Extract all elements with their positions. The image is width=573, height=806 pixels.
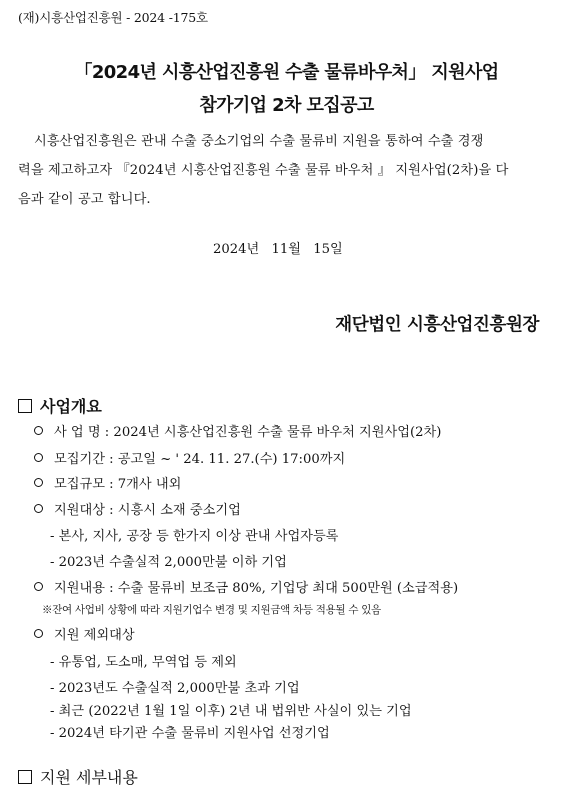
checkbox-square-icon xyxy=(18,770,32,784)
circle-bullet-icon xyxy=(34,582,43,591)
page-subtitle: 참가기업 2차 모집공고 xyxy=(199,95,374,116)
item-label: 모집기간 : 공고일 ~ ' 24. 11. 27.(수) 17:00까지 xyxy=(54,452,346,467)
circle-bullet-icon xyxy=(34,629,43,638)
overview-item-business-name xyxy=(34,421,441,440)
issuer-signature: 재단법인 시흥산업진흥원장 xyxy=(335,315,539,335)
target-sub-item: - 본사, 지사, 공장 등 한가지 이상 관내 사업자등록 xyxy=(50,529,339,544)
exclusion-sub-item: - 유통업, 도소매, 무역업 등 제외 xyxy=(50,655,237,670)
support-content-note: ※잔여 사업비 상황에 따라 지원기업수 변경 및 지원금액 차등 적용될 수 있음 xyxy=(42,604,381,616)
overview-item-exclusions xyxy=(34,624,135,643)
intro-paragraph-line: 력을 제고하고자 『2024년 시흥산업진흥원 수출 물류 바우처 』 지원사업(2차)을 다 xyxy=(18,163,509,178)
announcement-date: 2024년 11월 15일 xyxy=(213,242,343,257)
item-label: 모집규모 : 7개사 내외 xyxy=(54,477,182,492)
section-heading-label: 사업개요 xyxy=(40,397,102,416)
item-label: 지원대상 : 시흥시 소재 중소기업 xyxy=(54,503,241,518)
exclusion-sub-item: - 2024년 타기관 수출 물류비 지원사업 선정기업 xyxy=(50,726,330,741)
overview-item-support-content xyxy=(34,577,458,596)
checkbox-square-icon xyxy=(18,399,32,413)
item-label: 지원 제외대상 xyxy=(54,628,135,643)
document-number: (재)시흥산업진흥원 - 2024 -175호 xyxy=(18,10,208,25)
exclusion-sub-item: - 최근 (2022년 1월 1일 이후) 2년 내 법위반 사실이 있는 기업 xyxy=(50,704,412,719)
overview-item-period xyxy=(34,448,345,467)
item-label: 사 업 명 : 2024년 시흥산업진흥원 수출 물류 바우처 지원사업(2차) xyxy=(54,425,442,440)
intro-paragraph-line: 음과 같이 공고 합니다. xyxy=(18,192,151,207)
circle-bullet-icon xyxy=(34,453,43,462)
exclusion-sub-item: - 2023년도 수출실적 2,000만불 초과 기업 xyxy=(50,681,300,696)
page-title: 「2024년 시흥산업진흥원 수출 물류바우처」 지원사업 xyxy=(74,62,499,83)
item-label: 지원내용 : 수출 물류비 보조금 80%, 기업당 최대 500만원 (소급적용) xyxy=(54,581,459,596)
section-heading-label: 지원 세부내용 xyxy=(40,768,138,787)
section-heading-overview xyxy=(18,394,102,417)
intro-paragraph-line: 시흥산업진흥원은 관내 수출 중소기업의 수출 물류비 지원을 통하여 수출 경쟁 xyxy=(34,134,484,149)
section-heading-details xyxy=(18,765,138,788)
circle-bullet-icon xyxy=(34,504,43,513)
circle-bullet-icon xyxy=(34,478,43,487)
circle-bullet-icon xyxy=(34,426,43,435)
target-sub-item: - 2023년 수출실적 2,000만불 이하 기업 xyxy=(50,555,287,570)
overview-item-scale xyxy=(34,473,181,492)
overview-item-target xyxy=(34,499,241,518)
